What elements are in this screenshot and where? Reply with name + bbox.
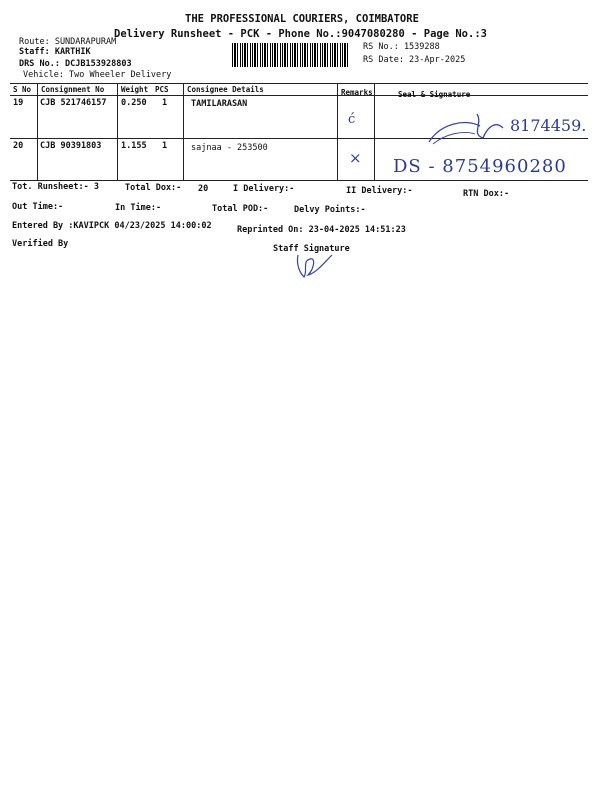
barcode-image (232, 43, 349, 67)
verified-by: Verified By (12, 239, 69, 249)
route-label: Route: SUNDARAPURAM (19, 37, 117, 47)
row-remark-mark: ć (348, 112, 356, 127)
staff-signature-icon (292, 249, 337, 281)
reprinted-on: Reprinted On: 23-04-2025 14:51:23 (237, 225, 406, 235)
header-remarks: Remarks (341, 88, 373, 97)
delvy-points-label: Delvy Points:- (294, 205, 366, 215)
header-sno: S No (13, 85, 32, 94)
total-pod-label: Total POD:- (212, 204, 269, 214)
tot-runsheet: Tot. Runsheet:- 3 (12, 182, 99, 192)
rs-number: RS No.: 1539288 (363, 42, 440, 52)
page-subtitle: Delivery Runsheet - PCK - Phone No.:9047080280 - Page No.:3 (114, 28, 487, 40)
in-time-label: In Time:- (115, 203, 162, 213)
staff-label: Staff: KARTHIK (19, 47, 91, 57)
row-sno: 19 (13, 98, 24, 108)
header-consignee: Consignee Details (187, 85, 264, 94)
vehicle-label: Vehicle: Two Wheeler Delivery (23, 70, 172, 80)
header-consignment: Consignment No (41, 85, 105, 94)
table-header-line (10, 95, 588, 96)
out-time-label: Out Time:- (12, 202, 64, 212)
row-consignee: sajnaa - 253500 (191, 143, 268, 153)
total-dox-value: 20 (198, 184, 209, 194)
col-divider (183, 83, 184, 180)
table-top-line (10, 83, 588, 84)
row-consignee: TAMILARASAN (191, 99, 248, 109)
row-consignment: CJB 521746157 (40, 98, 107, 108)
col-divider (374, 83, 375, 180)
rs-date: RS Date: 23-Apr-2025 (363, 55, 466, 65)
row-sno: 20 (13, 141, 24, 151)
row-pcs: 1 (162, 98, 168, 108)
row-weight: 1.155 (121, 141, 147, 151)
row-pcs: 1 (162, 141, 168, 151)
total-dox-label: Total Dox:- (125, 183, 182, 193)
col-divider (37, 83, 38, 180)
seal-stamp-icon (425, 110, 515, 150)
i-delivery-label: I Delivery:- (233, 184, 295, 194)
header-seal-signature: Seal & Signature (398, 90, 471, 99)
entered-by: Entered By :KAVIPCK 04/23/2025 14:00:02 (12, 221, 212, 231)
row-consignment: CJB 90391803 (40, 141, 102, 151)
header-pcs: PCS (155, 85, 169, 94)
row-signature: DS - 8754960280 (393, 156, 567, 177)
company-title: THE PROFESSIONAL COURIERS, COIMBATORE (185, 13, 419, 25)
row-signature: 8174459. (510, 116, 587, 135)
col-divider (117, 83, 118, 180)
ii-delivery-label: II Delivery:- (346, 186, 413, 196)
rtn-dox-label: RTN Dox:- (463, 189, 510, 199)
col-divider (337, 83, 338, 180)
table-bottom-line (10, 180, 588, 181)
row-remark-mark: × (349, 149, 362, 167)
staff-signature-label: Staff Signature (273, 244, 350, 254)
row-weight: 0.250 (121, 98, 147, 108)
drs-number: DRS No.: DCJB153928803 (19, 59, 132, 69)
header-weight: Weight (121, 85, 149, 94)
